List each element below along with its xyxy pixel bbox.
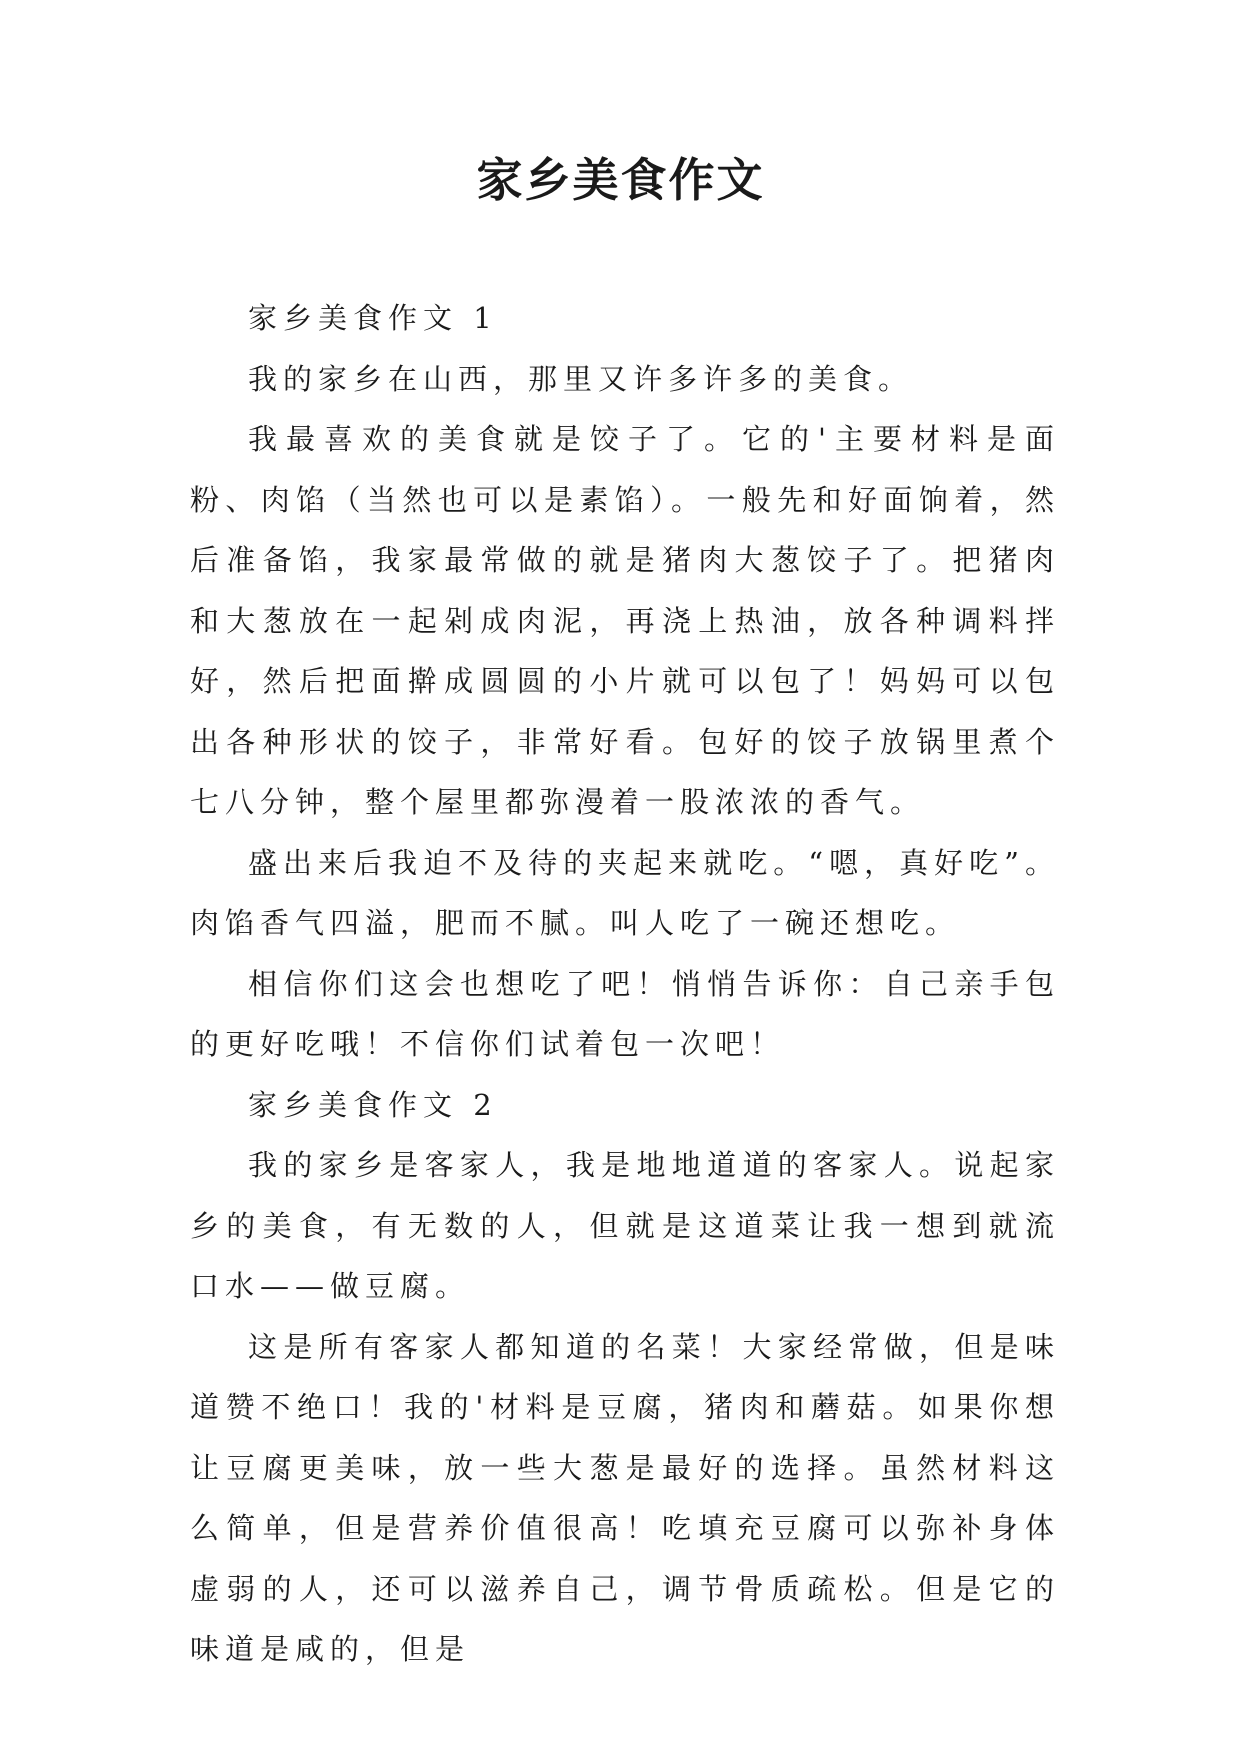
paragraph: 我的家乡是客家人，我是地地道道的客家人。说起家乡的美食，有无数的人，但就是这道菜让我一想到就流口水——做豆腐。	[190, 1148, 1060, 1303]
paragraph: 相信你们这会也想吃了吧！悄悄告诉你：自己亲手包的更好吃哦！不信你们试着包一次吧！	[190, 966, 1060, 1061]
section-heading: 家乡美食作文 1	[248, 301, 498, 335]
document-body	[190, 288, 1060, 1680]
paragraph: 这是所有客家人都知道的名菜！大家经常做，但是味道赞不绝口！我的'材料是豆腐，猪肉和蘑菇。如果你想让豆腐更美味，放一些大葱是最好的选择。虽然材料这么简单，但是营养价值很高！吃填充豆腐可以弥补身体虚弱的人，还可以滋养自己，调节骨质疏松。但是它的味道是咸的，但是	[190, 1329, 1060, 1666]
section-heading: 家乡美食作文 2	[248, 1087, 498, 1122]
paragraph: 我最喜欢的美食就是饺子了。它的'主要材料是面粉、肉馅（当然也可以是素馅）。一般先和好面饷着，然后准备馅，我家最常做的就是猪肉大葱饺子了。把猪肉和大葱放在一起剁成肉泥，再浇上热油，放各种调料拌好，然后把面擀成圆圆的小片就可以包了！妈妈可以包出各种形状的饺子，非常好看。包好的饺子放锅里煮个七八分钟，整个屋里都弥漫着一股浓浓的香气。	[190, 422, 1060, 819]
paragraph: 我的家乡在山西，那里又许多许多的美食。	[248, 361, 914, 396]
paragraph: 盛出来后我迫不及待的夹起来就吃。“嗯，真好吃”。肉馅香气四溢，肥而不腻。叫人吃了一碗还想吃。	[190, 845, 1060, 940]
document-title: 家乡美食作文	[476, 153, 765, 207]
